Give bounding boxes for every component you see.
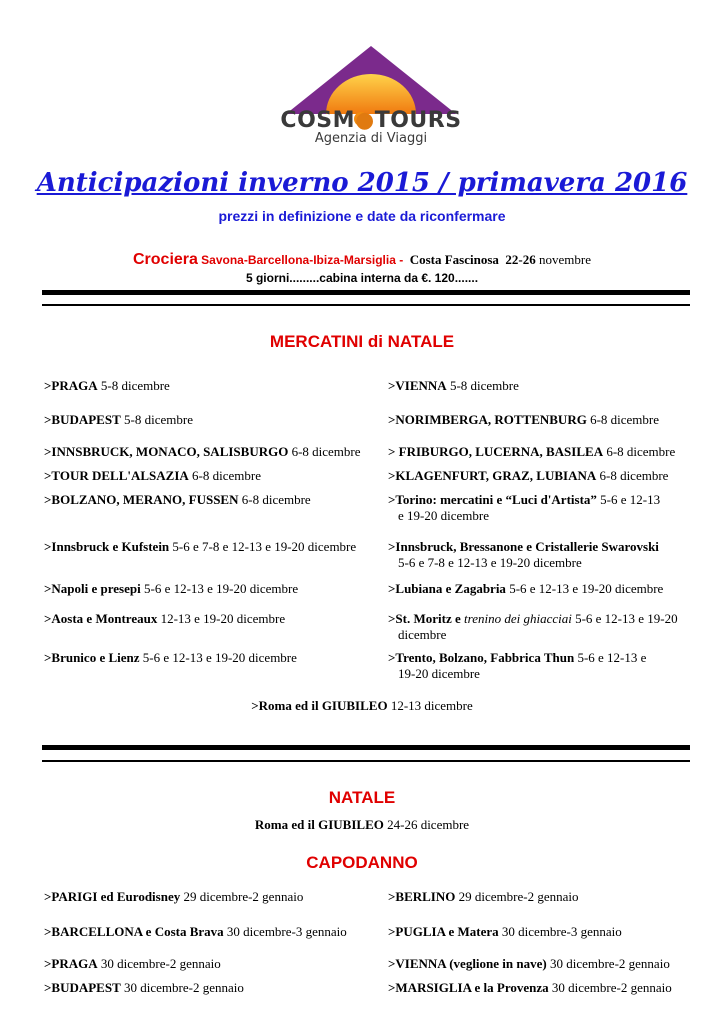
page-title: Anticipazioni inverno 2015 / primavera 2016 bbox=[36, 168, 688, 198]
destination-dates: 30 dicembre-2 gennaio bbox=[546, 956, 670, 971]
mercatini-left-entry bbox=[44, 444, 361, 460]
destination-dates: 5-6 e 12-13 e 19-20 dicembre bbox=[140, 581, 299, 596]
destination-name: >BUDAPEST bbox=[44, 412, 121, 427]
cruise-line bbox=[0, 251, 724, 269]
logo-wordmark: COSM●TOURS bbox=[280, 108, 462, 133]
destination-dates: 5-6 e 12-13 bbox=[596, 492, 661, 507]
destination-dates: 6-8 dicembre bbox=[288, 444, 361, 459]
capodanno-right-entry bbox=[388, 889, 578, 905]
capodanno-right-entry bbox=[388, 980, 672, 996]
destination-name: >TOUR DELL'ALSAZIA bbox=[44, 468, 189, 483]
divider-thin bbox=[42, 304, 690, 306]
destination-name: >VIENNA (veglione in nave) bbox=[388, 956, 547, 971]
destination-dates: 6-8 dicembre bbox=[586, 412, 660, 427]
destination-dates: 6-8 dicembre bbox=[188, 468, 261, 483]
destination-dates: 6-8 dicembre bbox=[238, 492, 311, 507]
cruise-price: 5 giorni.........cabina interna da €. 120....... bbox=[245, 271, 479, 285]
destination-name: >BUDAPEST bbox=[44, 980, 121, 995]
destination-name: >PARIGI ed Eurodisney bbox=[44, 889, 181, 904]
mercatini-left-entry bbox=[44, 650, 297, 666]
cruise-month: novembre bbox=[539, 252, 591, 267]
destination-dates: 5-8 dicembre bbox=[120, 412, 193, 427]
mercatini-left-entry bbox=[44, 412, 193, 428]
destination-name: >Innsbruck e Kufstein bbox=[44, 539, 170, 554]
destination-name: >Trento, Bolzano, Fabbrica Thun bbox=[388, 650, 575, 665]
destination-dates: 30 dicembre-2 gennaio bbox=[548, 980, 672, 995]
capodanno-left-entry bbox=[44, 889, 303, 905]
natale-entry: Roma ed il GIUBILEO 24-26 dicembre bbox=[254, 817, 470, 832]
capodanno-left-entry bbox=[44, 980, 244, 996]
destination-note: trenino dei ghiacciai bbox=[464, 611, 572, 626]
mercatini-right-entry bbox=[388, 468, 668, 484]
mercatini-right-entry bbox=[388, 650, 646, 682]
destination-name: >PRAGA bbox=[44, 956, 98, 971]
mercatini-left-entry bbox=[44, 468, 261, 484]
cruise-route: Savona-Barcellona-Ibiza-Marsiglia - bbox=[201, 253, 404, 267]
destination-dates: 5-6 e 12-13 e 19-20 dicembre bbox=[139, 650, 297, 665]
capodanno-left-entry bbox=[44, 956, 221, 972]
destination-name: >Innsbruck, Bressanone e Cristallerie Swarovski bbox=[388, 539, 659, 554]
divider-thick bbox=[42, 290, 690, 295]
mercatini-left-entry bbox=[44, 611, 285, 627]
destination-dates-continued: dicembre bbox=[398, 627, 447, 642]
destination-name: >NORIMBERGA, ROTTENBURG bbox=[388, 412, 587, 427]
divider-thick-2 bbox=[42, 745, 690, 750]
destination-name: >PRAGA bbox=[44, 378, 98, 393]
destination-name: >KLAGENFURT, GRAZ, LUBIANA bbox=[388, 468, 597, 483]
destination-dates: 5-6 e 12-13 e 19-20 dicembre bbox=[505, 581, 664, 596]
destination-name: >INNSBRUCK, MONACO, SALISBURGO bbox=[44, 444, 289, 459]
capodanno-right-entry bbox=[388, 956, 670, 972]
mercatini-left-entry bbox=[44, 492, 311, 508]
destination-name: > FRIBURGO, LUCERNA, BASILEA bbox=[388, 444, 604, 459]
destination-dates: 5-6 e 7-8 e 12-13 e 19-20 dicembre bbox=[169, 539, 357, 554]
destination-name: >MARSIGLIA e la Provenza bbox=[388, 980, 549, 995]
destination-name: >VIENNA bbox=[388, 378, 447, 393]
destination-dates: 5-8 dicembre bbox=[97, 378, 170, 393]
cruise-ship: Costa Fascinosa bbox=[409, 252, 499, 267]
capodanno-right-entry bbox=[388, 924, 622, 940]
section-heading-natale: NATALE bbox=[328, 788, 396, 807]
destination-name: >St. Moritz e bbox=[388, 611, 464, 626]
page-subtitle: prezzi in definizione e date da riconfermare bbox=[218, 208, 506, 224]
destination-dates: 12-13 e 19-20 dicembre bbox=[157, 611, 286, 626]
destination-name: >Brunico e Lienz bbox=[44, 650, 140, 665]
destination-name: >Lubiana e Zagabria bbox=[388, 581, 506, 596]
mercatini-right-entry bbox=[388, 412, 659, 428]
capodanno-left-entry bbox=[44, 924, 347, 940]
mercatini-left-entry bbox=[44, 581, 298, 597]
mercatini-roma-entry: >Roma ed il GIUBILEO 12-13 dicembre bbox=[251, 698, 473, 713]
logo-tagline: Agenzia di Viaggi bbox=[314, 131, 428, 146]
destination-dates: 30 dicembre-3 gennaio bbox=[498, 924, 622, 939]
cruise-label: Crociera bbox=[132, 251, 198, 268]
destination-dates: 30 dicembre-2 gennaio bbox=[120, 980, 244, 995]
destination-name: >PUGLIA e Matera bbox=[388, 924, 499, 939]
mercatini-right-entry bbox=[388, 611, 678, 643]
destination-name: >BERLINO bbox=[388, 889, 456, 904]
mercatini-right-entry bbox=[388, 378, 519, 394]
destination-dates: 5-8 dicembre bbox=[446, 378, 519, 393]
destination-dates: 5-6 e 12-13 e 19-20 bbox=[571, 611, 678, 626]
mercatini-right-entry bbox=[388, 444, 675, 460]
destination-name: >Aosta e Montreaux bbox=[44, 611, 158, 626]
destination-dates: 29 dicembre-2 gennaio bbox=[180, 889, 304, 904]
mercatini-left-entry bbox=[44, 378, 170, 394]
destination-dates-continued: e 19-20 dicembre bbox=[398, 508, 489, 523]
destination-name: >Napoli e presepi bbox=[44, 581, 141, 596]
section-heading-capodanno: CAPODANNO bbox=[306, 853, 418, 872]
destination-dates: 30 dicembre-3 gennaio bbox=[223, 924, 347, 939]
mercatini-right-entry bbox=[388, 539, 659, 571]
destination-dates: 29 dicembre-2 gennaio bbox=[455, 889, 579, 904]
mercatini-right-entry bbox=[388, 492, 660, 524]
section-heading-mercatini: MERCATINI di NATALE bbox=[269, 332, 455, 351]
destination-dates-continued: 5-6 e 7-8 e 12-13 e 19-20 dicembre bbox=[398, 555, 582, 570]
destination-dates-continued: 19-20 dicembre bbox=[398, 666, 480, 681]
destination-name: >Torino: mercatini e “Luci d'Artista” bbox=[388, 492, 597, 507]
destination-dates: 5-6 e 12-13 e bbox=[574, 650, 647, 665]
destination-dates: 30 dicembre-2 gennaio bbox=[97, 956, 221, 971]
destination-name: >BOLZANO, MERANO, FUSSEN bbox=[44, 492, 239, 507]
destination-dates: 6-8 dicembre bbox=[596, 468, 669, 483]
destination-name: >BARCELLONA e Costa Brava bbox=[44, 924, 224, 939]
mercatini-right-entry bbox=[388, 581, 663, 597]
mercatini-left-entry bbox=[44, 539, 356, 555]
destination-dates: 6-8 dicembre bbox=[603, 444, 676, 459]
cruise-dates: 22-26 bbox=[505, 252, 536, 267]
divider-thin-2 bbox=[42, 760, 690, 762]
